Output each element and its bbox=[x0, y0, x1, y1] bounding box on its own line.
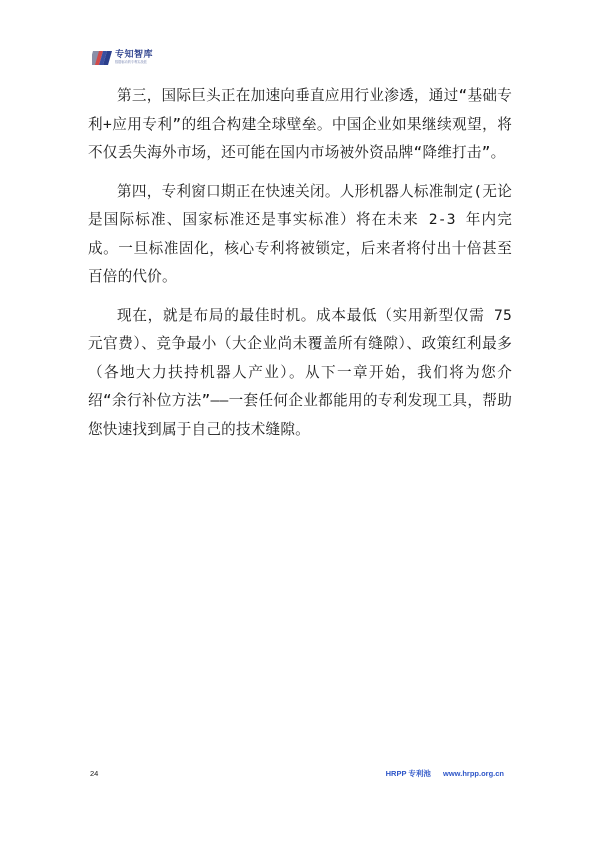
logo-tagline: 数据驱动的专利实战派 bbox=[115, 60, 147, 65]
body-text bbox=[88, 82, 512, 454]
logo-name: 专知智库 bbox=[115, 50, 154, 61]
footer-brand bbox=[386, 768, 504, 779]
footer-brand-name: HRPP 专利池 bbox=[385, 769, 431, 778]
paragraph-now: 现在，就是布局的最佳时机。成本最低（实用新型仅需 75 元官费）、竞争最小（大企业尚未覆盖所有缝隙）、政策红利最多（各地大力扶持机器人产业）。从下一章开始，我们将为您介绍“余行补位方法”——一套任何企业都能用的专利发现工具，帮助您快速找到属于自己的技术缝隙。 bbox=[88, 306, 512, 438]
footer-website-link[interactable]: www.hrpp.org.cn bbox=[443, 769, 504, 778]
paragraph-third: 第三，国际巨头正在加速向垂直应用行业渗透，通过“基础专利+应用专利”的组合构建全球壁垒。中国企业如果继续观望，将不仅丢失海外市场，还可能在国内市场被外资品牌“降维打击”。 bbox=[88, 87, 512, 161]
page-number: 24 bbox=[90, 769, 99, 778]
zz-stripes-logo-icon bbox=[92, 50, 112, 66]
paragraph-fourth: 第四，专利窗口期正在快速关闭。人形机器人标准制定(无论是国际标准、国家标准还是事实标准）将在未来 2-3 年内完成。一旦标准固化，核心专利将被锁定，后来者将付出十倍甚至百倍的代价。 bbox=[88, 182, 512, 285]
header-logo bbox=[92, 50, 153, 66]
